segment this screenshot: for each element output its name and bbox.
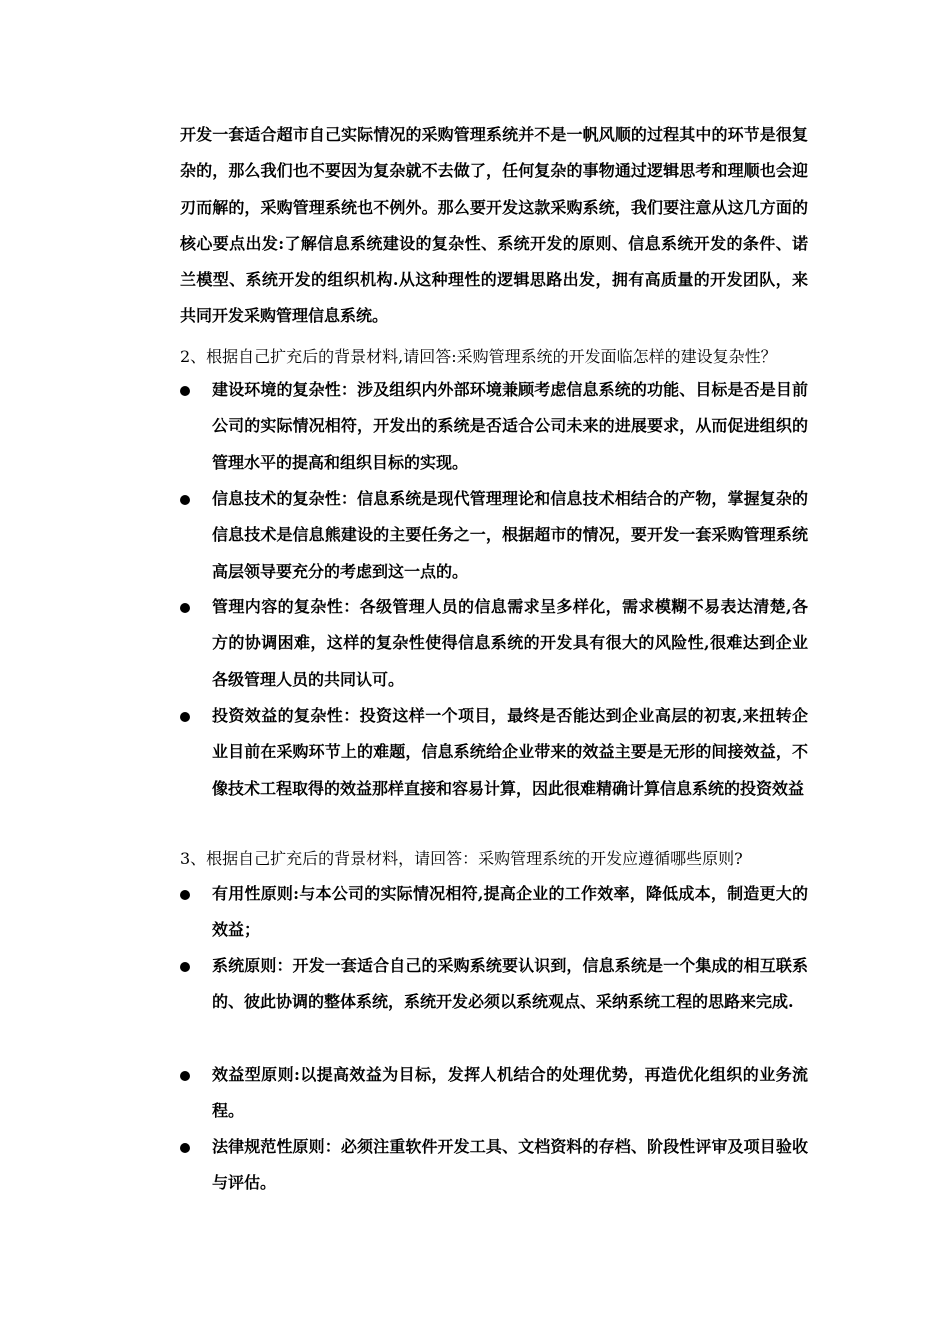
list-item-text: 管理内容的复杂性：各级管理人员的信息需求呈多样化，需求模糊不易表达清楚,各方的协调困难，这样的复杂性使得信息系统的开发具有很大的风险性,很难达到企业各级管理人员的共同认可。 [212, 597, 808, 689]
list-item-benefit-principle [180, 1057, 808, 1130]
bullet-icon [180, 386, 190, 396]
bullet-icon [180, 603, 190, 613]
bullet-icon [180, 495, 190, 505]
list-item-text: 建设环境的复杂性：涉及组织内外部环境兼顾考虑信息系统的功能、目标是否是目前公司的实际情况相符，开发出的系统是否适合公司未来的进展要求，从而促进组织的管理水平的提高和组织目标的实现。 [212, 380, 808, 472]
bullet-icon [180, 962, 190, 972]
list-item-investment-benefit [180, 698, 808, 807]
question-3-heading: 3、根据自己扩充后的背景材料，请回答：采购管理系统的开发应遵循哪些原则? [180, 849, 743, 868]
intro-paragraph: 开发一套适合超市自己实际情况的采购管理系统并不是一帆风顺的过程其中的环节是很复杂的，那么我们也不要因为复杂就不去做了，任何复杂的事物通过逻辑思考和理顺也会迎刃而解的，采购管理系统也不例外。那么要开发这款采购系统，我们要注意从这几方面的核心要点出发:了解信息系统建设的复杂性、系统开发的原则、信息系统开发的条件、诺兰模型、系统开发的组织机构.从这种理性的逻辑思路出发，拥有高质量的开发团队，来共同开发采购管理信息系统。 [180, 125, 808, 326]
list-item-system-principle [180, 948, 808, 1021]
list-item-text: 法律规范性原则：必须注重软件开发工具、文档资料的存档、阶段性评审及项目验收与评估。 [212, 1137, 808, 1193]
list-item-usefulness-principle [180, 876, 808, 949]
question-2-heading: 2、根据自己扩充后的背景材料,请回答:采购管理系统的开发面临怎样的建设复杂性？ [180, 347, 777, 366]
list-item-text: 系统原则：开发一套适合自己的采购系统要认识到，信息系统是一个集成的相互联系的、彼此协调的整体系统，系统开发必须以系统观点、采纳系统工程的思路来完成. [212, 956, 808, 1012]
list-item-construction-environment [180, 372, 808, 481]
bullet-icon [180, 1071, 190, 1081]
list-item-text: 有用性原则:与本公司的实际情况相符,提高企业的工作效率，降低成本，制造更大的效益； [212, 884, 808, 940]
list-item-text: 投资效益的复杂性：投资这样一个项目，最终是否能达到企业高层的初衷,来扭转企业目前在采购环节上的难题，信息系统给企业带来的效益主要是无形的间接效益，不像技术工程取得的效益那样直接和容易计算，因此很难精确计算信息系统的投资效益 [212, 706, 808, 798]
bullet-icon [180, 890, 190, 900]
list-item-text: 效益型原则:以提高效益为目标，发挥人机结合的处理优势，再造优化组织的业务流程。 [212, 1065, 808, 1121]
list-item-information-technology [180, 481, 808, 590]
list-item-management-content [180, 589, 808, 698]
bullet-icon [180, 712, 190, 722]
list-item-text: 信息技术的复杂性：信息系统是现代管理理论和信息技术相结合的产物，掌握复杂的信息技术是信息熊建设的主要任务之一，根据超市的情况，要开发一套采购管理系统高层领导要充分的考虑到这一点的。 [212, 489, 808, 581]
list-item-legal-norm-principle [180, 1129, 808, 1202]
bullet-icon [180, 1143, 190, 1153]
